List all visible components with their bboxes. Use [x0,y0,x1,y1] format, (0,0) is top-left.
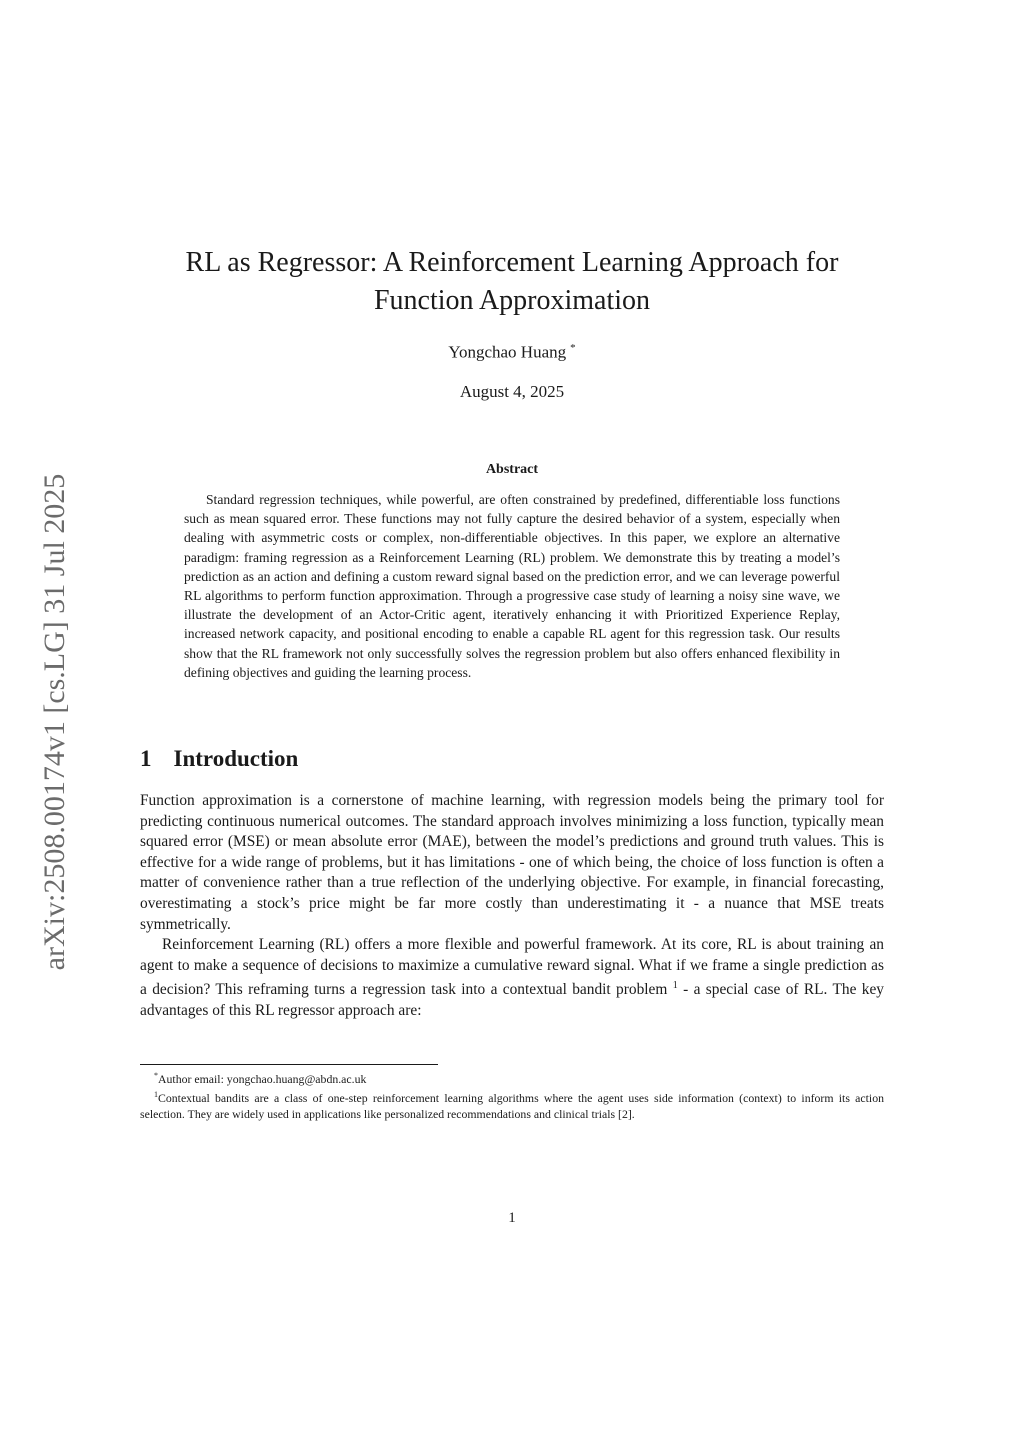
footnote-text: Contextual bandits are a class of one-step reinforcement learning algorithms where the agent uses side information (context) to inform its action selection. They are widely used in applications like personalized recommendations and clinical trials [2]. [140,1091,884,1122]
title-block [0,244,1024,320]
publication-date: August 4, 2025 [459,382,565,401]
abstract-heading: Abstract [485,462,539,477]
paper-title [0,244,1024,320]
author-footnote-mark: * [570,342,576,354]
footnote-author-email [140,1068,884,1087]
intro-paragraph-2-text-b: - a special case of RL. The key advantages of this RL regressor approach are: [140,981,884,1020]
footnote-mark: 1 [154,1090,158,1100]
footnote-divider [140,1064,438,1065]
intro-paragraph-2 [140,935,884,1022]
footnote-contextual-bandits [140,1087,884,1122]
section-title: Introduction [173,746,299,771]
section-heading [140,746,298,772]
footnote-mark: * [154,1071,158,1080]
section-number: 1 [140,746,152,771]
author-line [0,342,1024,363]
arxiv-identifier-stamp: arXiv:2508.00174v1 [cs.LG] 31 Jul 2025 [38,473,71,971]
page-number: 1 [508,1210,516,1226]
intro-paragraph-1: Function approximation is a cornerstone of machine learning, with regression models being the primary tool for predicting continuous numerical outcomes. The standard approach involves minimizing a loss function, typically mean squared error (MSE) or mean absolute error (MAE), between the model’s predictions and ground truth values. This is effective for a wide range of problems, but it has limitations - one of which being, the choice of loss function is often a matter of convenience rather than a true reflection of the underlying objective. For example, in financial forecasting, overestimating a stock’s price might be far more costly than underestimating it - a nuance that MSE treats symmetrically. [140,792,884,933]
intro-paragraph-2-text-a: Reinforcement Learning (RL) offers a more flexible and powerful framework. At its core, RL is about training an agent to make a sequence of decisions to maximize a cumulative reward signal. What if we frame a single prediction as a decision? This reframing turns a regression task into a contextual bandit problem [140,936,884,999]
introduction-body [140,791,884,1022]
abstract-text: Standard regression techniques, while powerful, are often constrained by predefined, differentiable loss functions such as mean squared error. These functions may not fully capture the desired behavior of a system, especially when dealing with asymmetric costs or complex, non-differentiable objectives. In this paper, we explore an alternative paradigm: framing regression as a Reinforcement Learning (RL) problem. We demonstrate this by treating a model’s prediction as an action and defining a custom reward signal based on the prediction error, and we can leverage powerful RL algorithms to perform function approximation. Through a progressive case study of learning a noisy sine wave, we illustrate the development of an Actor-Critic agent, iteratively enhancing it with Prioritized Experience Replay, increased network capacity, and positional encoding to enable a capable RL agent for this regression task. Our results show that the RL framework not only successfully solves the regression problem but also offers enhanced flexibility in defining objectives and guiding the learning process. [184,492,840,680]
footnote-text: Author email: yongchao.huang@abdn.ac.uk [158,1071,367,1086]
author-name: Yongchao Huang [448,342,567,362]
paper-title-line-1: RL as Regressor: A Reinforcement Learning Approach for [185,247,839,278]
paper-title-line-2: Function Approximation [373,285,651,316]
footnotes [140,1068,884,1122]
footnote-reference-1[interactable]: 1 [672,980,678,992]
